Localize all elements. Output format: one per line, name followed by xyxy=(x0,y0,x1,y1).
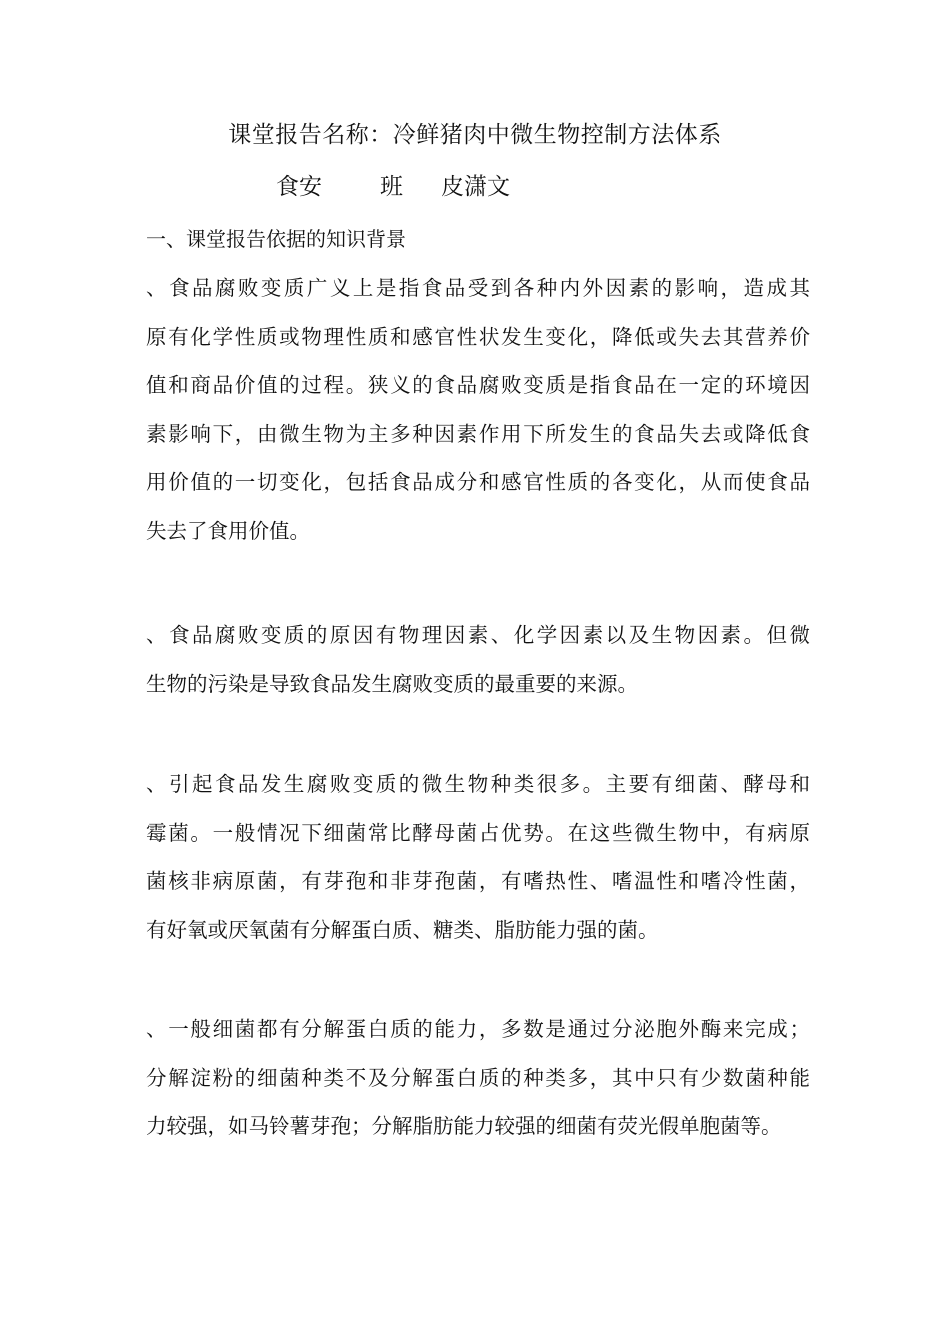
report-title: 课堂报告名称：冷鲜猪肉中微生物控制方法体系 xyxy=(228,122,722,148)
paragraph-line: 生物的污染是导致食品发生腐败变质的最重要的来源。 xyxy=(146,671,638,696)
paragraph-line: 失去了食用价值。 xyxy=(146,518,310,543)
author-name: 皮潇文 xyxy=(441,174,510,200)
author-byline xyxy=(276,170,510,204)
paragraph-line: 、引起食品发生腐败变质的微生物种类很多。主要有细菌、酵母和 xyxy=(146,772,810,796)
paragraph-line: 分解淀粉的细菌种类不及分解蛋白质的种类多，其中只有少数菌种能 xyxy=(146,1065,810,1090)
paragraph-line: 、一般细菌都有分解蛋白质的能力，多数是通过分泌胞外酶来完成； xyxy=(146,1017,810,1041)
paragraph-line: 素影响下，由微生物为主多种因素作用下所发生的食品失去或降低食 xyxy=(146,421,810,446)
paragraph-3 xyxy=(146,760,810,954)
paragraph-4 xyxy=(146,1005,810,1151)
paragraph-line: 、食品腐败变质的原因有物理因素、化学因素以及生物因素。但微 xyxy=(146,623,810,647)
paragraph-line: 菌核非病原菌，有芽孢和非芽孢菌，有嗜热性、嗜温性和嗜冷性菌， xyxy=(146,869,810,893)
paragraph-line: 力较强，如马铃薯芽孢；分解脂肪能力较强的细菌有荧光假单胞菌等。 xyxy=(146,1114,782,1138)
paragraph-line: 原有化学性质或物理性质和感官性状发生变化，降低或失去其营养价 xyxy=(146,324,810,349)
paragraph-line: 用价值的一切变化，包括食品成分和感官性质的各变化，从而使食品 xyxy=(146,470,810,494)
major-label: 食安 xyxy=(276,174,322,200)
paragraph-line: 值和商品价值的过程。狭义的食品腐败变质是指食品在一定的环境因 xyxy=(146,373,810,397)
paragraph-line: 、食品腐败变质广义上是指食品受到各种内外因素的影响，造成其 xyxy=(146,276,810,300)
class-label: 班 xyxy=(380,174,403,200)
paragraph-line: 霉菌。一般情况下细菌常比酵母菌占优势。在这些微生物中，有病原 xyxy=(146,820,810,845)
paragraph-2 xyxy=(146,611,810,708)
section-heading: 一、课堂报告依据的知识背景 xyxy=(146,227,406,251)
paragraph-1 xyxy=(146,264,810,555)
paragraph-line: 有好氧或厌氧菌有分解蛋白质、糖类、脂肪能力强的菌。 xyxy=(146,917,659,942)
